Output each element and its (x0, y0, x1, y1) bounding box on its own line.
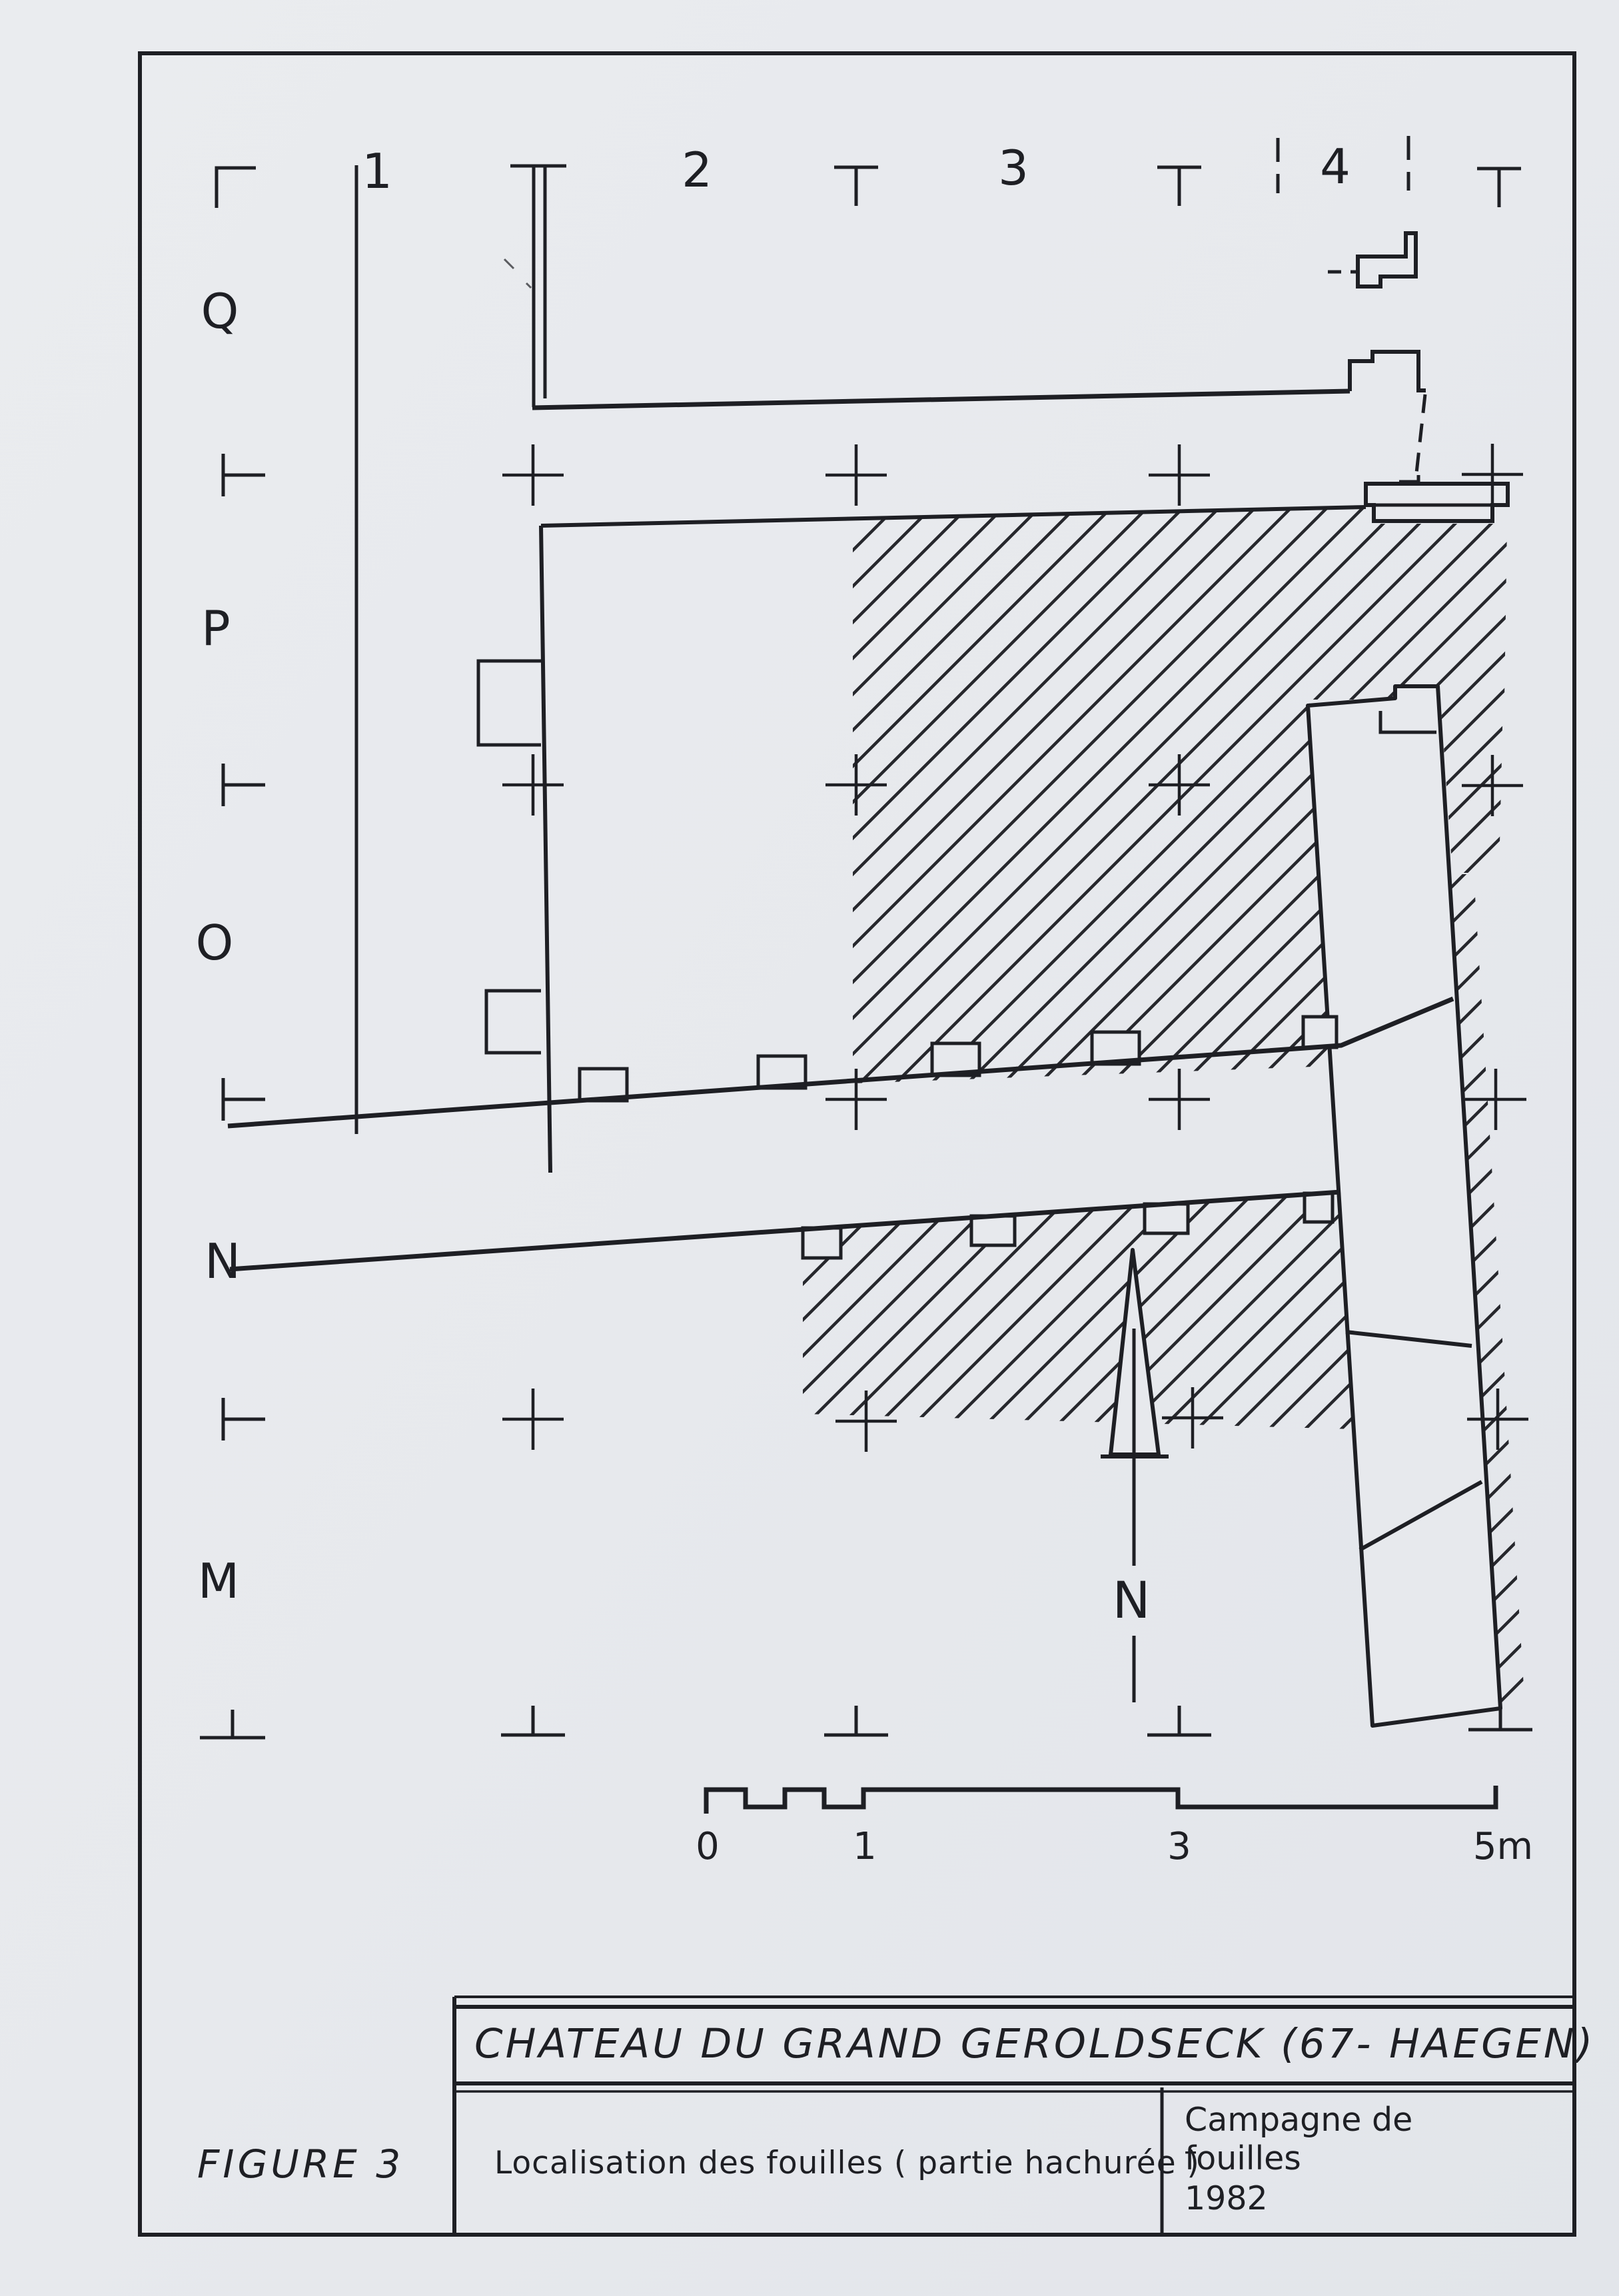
grid-row-label-q: Q (201, 283, 239, 339)
north-label: N (1112, 1570, 1151, 1630)
campaign-line-1: Campagne de (1185, 2101, 1413, 2139)
scale-label-3: 3 (1167, 1825, 1191, 1868)
grid-col-label-3: 3 (998, 140, 1029, 196)
scale-label-5m: 5m (1472, 1825, 1534, 1868)
grid-col-label-4: 4 (1320, 139, 1350, 195)
campaign-line-3: 1982 (1185, 2179, 1268, 2217)
hatch-south-block (803, 1193, 1354, 1429)
grid-row-label-o: O (195, 915, 234, 971)
grid-col-label-2: 2 (682, 142, 712, 198)
grid-row-label-n: N (205, 1233, 241, 1289)
grid-row-label-m: M (197, 1553, 240, 1609)
scale-label-0: 0 (696, 1825, 720, 1868)
ne-bar-outline (1366, 484, 1508, 521)
grid-col-label-1: 1 (362, 143, 392, 199)
figure-label: FIGURE 3 (197, 2141, 404, 2187)
caption-text: Localisation des fouilles ( partie hachurée ) (494, 2145, 1200, 2181)
grid-row-label-p: P (201, 600, 231, 656)
hatch-upper-block (853, 507, 1507, 700)
hatch-mid-block (853, 700, 1332, 1083)
title-text: CHATEAU DU GRAND GEROLDSECK (67- HAEGEN) (474, 2020, 1596, 2067)
scale-label-1: 1 (853, 1825, 877, 1868)
campaign-line-2: fouilles (1185, 2139, 1301, 2177)
